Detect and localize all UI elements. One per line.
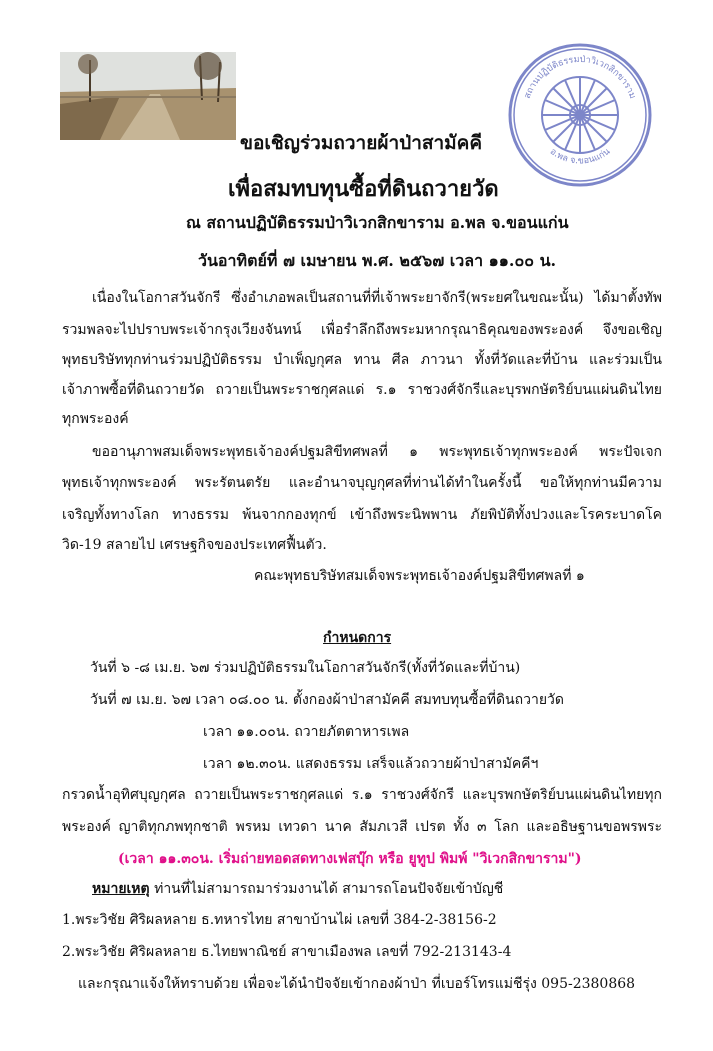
body-p1-line1: เนื่องในโอกาสวันจักรี ซึ่งอำเภอพลเป็นสถานที่ที่เจ้าพระยาจักรี(พระยศในขณะนั้น) ได้มาตั้งทัพ xyxy=(92,290,662,306)
schedule-item-1: วันที่ ๖ -๘ เม.ย. ๖๗ ร่วมปฏิบัติธรรมในโอกาสวันจักรี(ทั้งที่วัดและที่บ้าน) xyxy=(90,660,521,676)
body-p1-line2: รวมพลจะไปปราบพระเจ้ากรุงเวียงจันทน์ เพื่อรำลึกถึงพระมหากรุณาธิคุณของพระองค์ จึงขอเชิญ xyxy=(62,322,662,338)
schedule-title: กำหนดการ xyxy=(323,630,392,646)
dedication-line1: กรวดน้ำอุทิศบุญกุศล ถวายเป็นพระราชกุศลแด่ ร.๑ ราชวงศ์จักรี และบุรพกษัตริย์บนแผ่นดินไทยทุก xyxy=(62,787,662,803)
account-1: 1.พระวิชัย ศิริผลหลาย ธ.ทหารไทย สาขาบ้านไผ่ เลขที่ 384-2-38156-2 xyxy=(62,912,497,928)
rural-land-photo xyxy=(60,52,236,140)
note-text: ท่านที่ไม่สามารถมาร่วมงานได้ สามารถโอนปัจจัยเข้าบัญชี xyxy=(149,881,504,897)
dedication-line2: พระองค์ ญาติทุกภพทุกชาติ พรหม เทวดา นาค สัมภเวสี เปรต ทั้ง ๓ โลก และอธิษฐานขอพรพระ xyxy=(62,819,662,835)
stamp-ring-bottom: อ.พล จ.ขอนแก่น xyxy=(547,146,613,167)
body-p2-line1: ขออานุภาพสมเด็จพระพุทธเจ้าองค์ปฐมสิขีทศพลที่ ๑ พระพุทธเจ้าทุกพระองค์ พระปัจเจก xyxy=(92,444,662,460)
signature: คณะพุทธบริษัทสมเด็จพระพุทธเจ้าองค์ปฐมสิขีทศพลที่ ๑ xyxy=(254,568,585,584)
body-p1-line3: พุทธบริษัททุกท่านร่วมปฏิบัติธรรม บำเพ็ญกุศล ทาน ศีล ภาวนา ทั้งที่วัดและที่บ้าน และร่วมเป็น xyxy=(62,352,662,368)
heading-date: วันอาทิตย์ที่ ๗ เมษายน พ.ศ. ๒๕๖๗ เวลา ๑๑.๐๐ น. xyxy=(198,251,557,270)
body-p2-line4: วิด-19 สลายไป เศรษฐกิจของประเทศฟื้นตัว. xyxy=(62,537,327,553)
heading-purpose: เพื่อสมทบทุนซื้อที่ดินถวายวัด xyxy=(228,176,499,202)
body-p1-line5: ทุกพระองค์ xyxy=(62,411,129,427)
note-line xyxy=(92,880,503,898)
body-p2-line2: พุทธเจ้าทุกพระองค์ พระรัตนตรัย และอำนาจบุญกุศลที่ท่านได้ทำในครั้งนี้ ขอให้ทุกท่านมีความ xyxy=(62,475,662,491)
body-p2-line3: เจริญทั้งทางโลก ทางธรรม พ้นจากกองทุกข์ เข้าถึงพระนิพพาน ภัยพิบัติทั้งปวงและโรคระบาดโค xyxy=(62,507,662,523)
temple-stamp xyxy=(505,40,655,190)
account-2: 2.พระวิชัย ศิริผลหลาย ธ.ไทยพาณิชย์ สาขาเมืองพล เลขที่ 792-213143-4 xyxy=(62,944,512,960)
schedule-item-2: วันที่ ๗ เม.ย. ๖๗ เวลา ๐๘.๐๐ น. ตั้งกองผ้าป่าสามัคคี สมทบทุนซื้อที่ดินถวายวัด xyxy=(90,692,564,708)
schedule-item-3: เวลา ๑๑.๐๐น. ถวายภัตตาหารเพล xyxy=(203,724,410,740)
stamp-ring-top: สถานปฏิบัติธรรมป่าวิเวกสิกขาราม xyxy=(522,54,638,101)
heading-location: ณ สถานปฏิบัติธรรมป่าวิเวกสิกขาราม อ.พล จ.ขอนแก่น xyxy=(186,213,569,232)
heading-invitation: ขอเชิญร่วมถวายผ้าป่าสามัคคี xyxy=(240,132,483,154)
note-label: หมายเหตุ xyxy=(92,881,150,897)
body-p1-line4: เจ้าภาพซื้อที่ดินถวายวัด ถวายเป็นพระราชกุศลแด่ ร.๑ ราชวงศ์จักรีและบุรพกษัตริย์บนแผ่นดินไทย xyxy=(62,382,662,398)
dharma-wheel-stamp-icon xyxy=(505,40,655,190)
photo-scene xyxy=(60,52,236,140)
contact-footer: และกรุณาแจ้งให้ทราบด้วย เพื่อจะได้นำปัจจัยเข้ากองผ้าป่า ที่เบอร์โทรแม่ชีรุ่ง 095-2380868 xyxy=(78,976,636,992)
live-stream-notice: (เวลา ๑๑.๓๐น. เริ่มถ่ายทอดสดทางเฟสบุ๊ก หรือ ยูทูป พิมพ์ "วิเวกสิกขาราม") xyxy=(118,851,582,867)
schedule-item-4: เวลา ๑๒.๓๐น. แสดงธรรม เสร็จแล้วถวายผ้าป่าสามัคคีฯ xyxy=(203,756,539,772)
